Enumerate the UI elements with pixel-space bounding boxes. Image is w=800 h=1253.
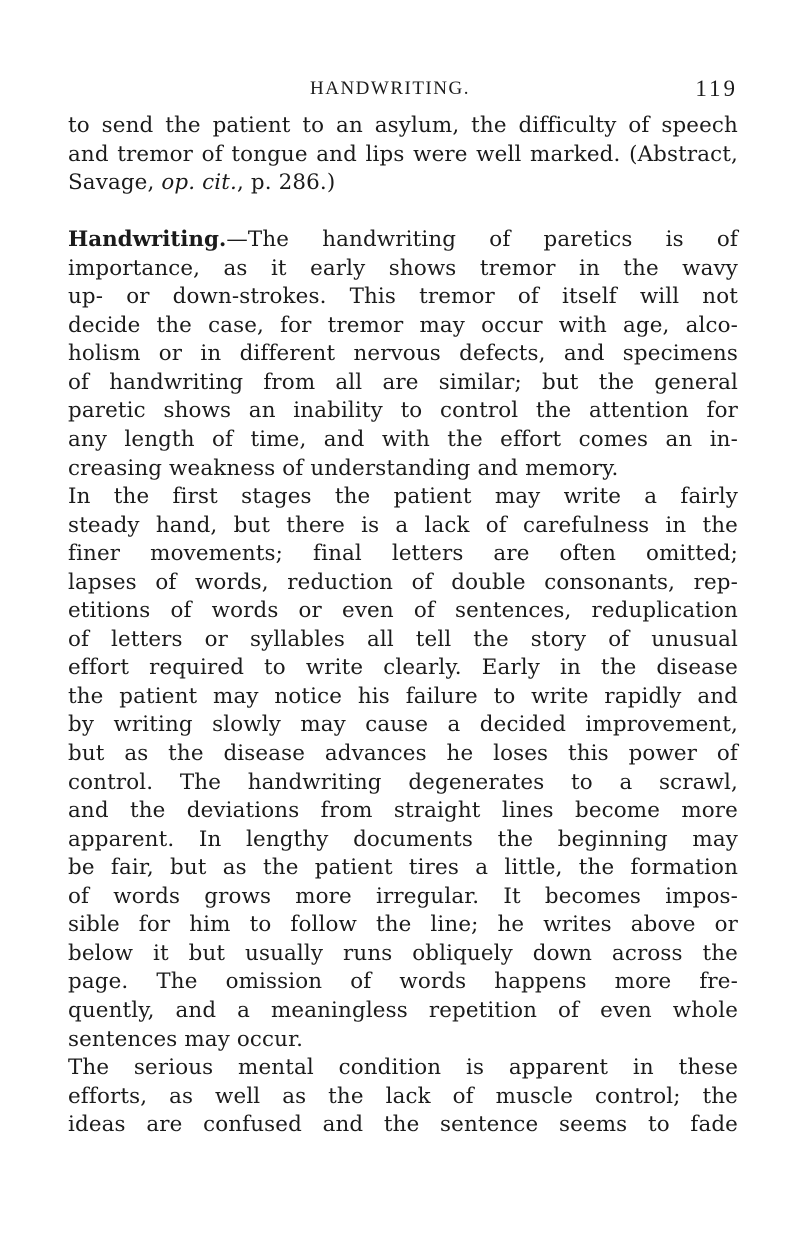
citation-author: Savage, [68,170,162,196]
text-line: page. The omission of words happens more fre- [68,969,738,995]
text-line: effort required to write clearly. Early in the disease [68,655,738,681]
running-head: HANDWRITING. [310,78,470,99]
text-line: lapses of words, reduction of double consonants, rep- [68,569,738,595]
text-line: the patient may notice his failure to write rapidly and [68,683,738,709]
text-line: creasing weakness of understanding and memory. [68,455,619,481]
paragraph-handwriting [68,226,738,483]
text-line: up- or down-strokes. This tremor of itself will not [68,284,738,310]
text-line: by writing slowly may cause a decided improvement, [68,712,738,738]
text-line: any length of time, and with the effort comes an in- [68,427,738,453]
text-line: sible for him to follow the line; he writes above or [68,912,738,938]
text-line: but as the disease advances he loses this power of [68,741,738,767]
paragraph-mental-condition [68,1054,738,1140]
citation-op-cit: op. cit. [161,170,237,196]
citation-page: , p. 286.) [237,170,336,196]
text-line: Handwriting.—The handwriting of paretics is of [68,227,738,253]
text-line: of letters or syllables all tell the story of unusual [68,626,738,652]
page-number: 119 [695,76,738,101]
text-line: of handwriting from all are similar; but the general [68,369,738,395]
book-page [68,76,738,1140]
text-line: efforts, as well as the lack of muscle control; the [68,1083,738,1109]
text-line: below it but usually runs obliquely down across the [68,940,738,966]
text-line: In the first stages the patient may write a fairly [68,484,738,510]
section-heading: Handwriting. [68,227,227,253]
text-line: The serious mental condition is apparent in these [68,1055,738,1081]
text-line: steady hand, but there is a lack of carefulness in the [68,512,738,538]
text-line: be fair, but as the patient tires a little, the formation [68,855,738,881]
text-line: holism or in different nervous defects, and specimens [68,341,738,367]
text-line: quently, and a meaningless repetition of even whole [68,997,738,1023]
page-header [68,76,738,112]
text-line [68,169,738,198]
paragraph-continuation [68,112,738,198]
text-line: finer movements; final letters are often omitted; [68,541,738,567]
text-line: and tremor of tongue and lips were well marked. (Abstract, [68,141,738,167]
text-line: apparent. In lengthy documents the beginning may [68,826,738,852]
text-line: decide the case, for tremor may occur with age, alco- [68,312,738,338]
paragraph-first-stages [68,483,738,1054]
text-line: control. The handwriting degenerates to a scrawl, [68,769,738,795]
text-line: and the deviations from straight lines become more [68,798,738,824]
text-line: paretic shows an inability to control the attention for [68,398,738,424]
text-line: to send the patient to an asylum, the difficulty of speech [68,113,738,138]
text-line: sentences may occur. [68,1026,304,1052]
text-line: etitions of words or even of sentences, reduplication [68,598,738,624]
text-line: importance, as it early shows tremor in the wavy [68,255,738,281]
text-line: ideas are confused and the sentence seems to fade [68,1112,738,1138]
text-line: of words grows more irregular. It becomes impos- [68,883,738,909]
